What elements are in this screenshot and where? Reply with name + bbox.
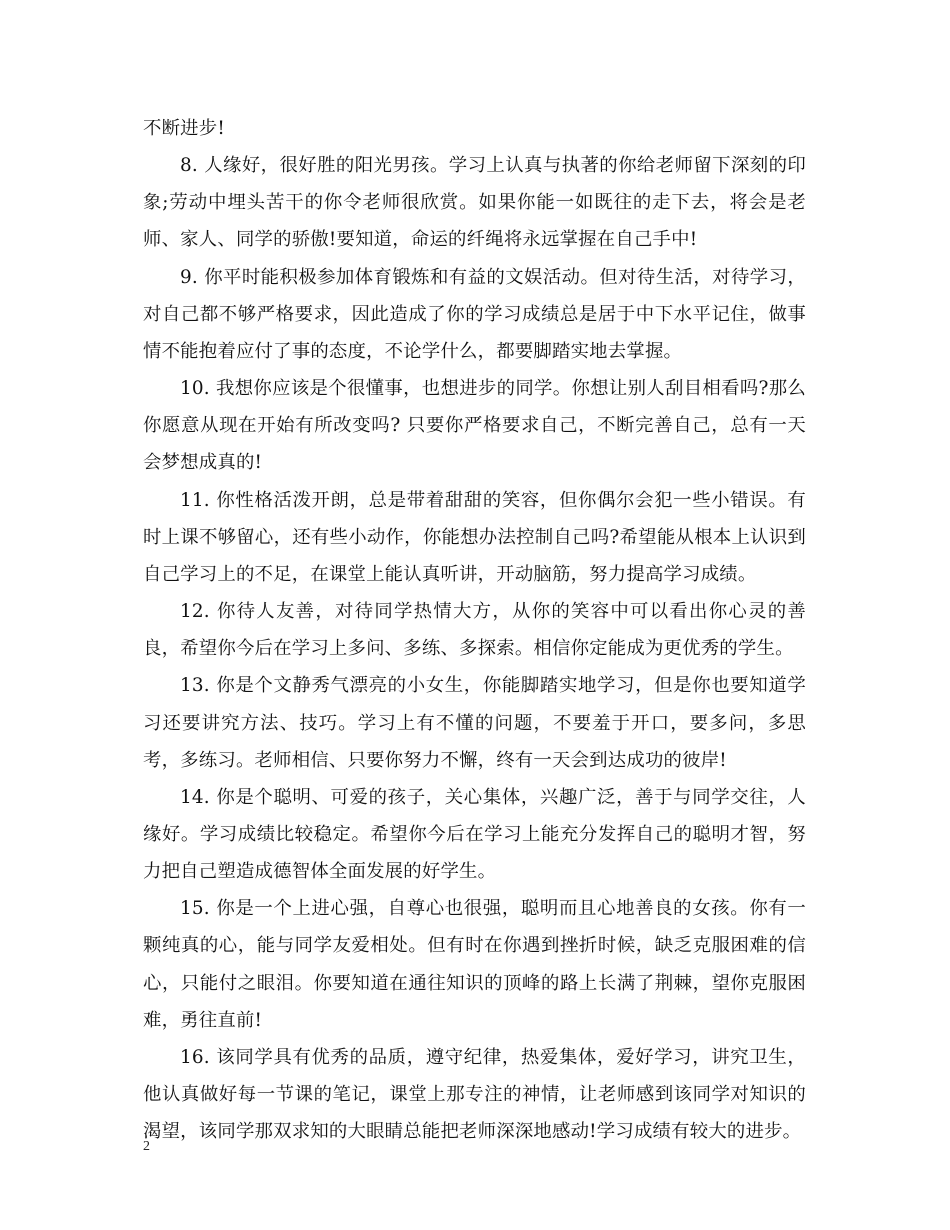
- paragraph-comment-11: 11. 你性格活泼开朗，总是带着甜甜的笑容，但你偶尔会犯一些小错误。有时上课不够留心，还有些小动作，你能想办法控制自己吗?希望能从根本上认识到自己学习上的不足，在课堂上能认真听讲，开动脑筋，努力提高学习成绩。: [143, 489, 806, 585]
- paragraph-comment-14: 14. 你是个聪明、可爱的孩子，关心集体，兴趣广泛，善于与同学交往，人缘好。学习成绩比较稳定。希望你今后在学习上能充分发挥自己的聪明才智，努力把自己塑造成德智体全面发展的好学生。: [143, 786, 806, 883]
- paragraph-comment-12: 12. 你待人友善，对待同学热情大方，从你的笑容中可以看出你心灵的善良，希望你今后在学习上多问、多练、多探索。相信你定能成为更优秀的学生。: [143, 601, 806, 660]
- page-body: [143, 110, 806, 1150]
- paragraph-continuation: 不断进步!: [143, 118, 225, 139]
- paragraph-comment-8: 8. 人缘好，很好胜的阳光男孩。学习上认真与执著的你给老师留下深刻的印象;劳动中埋头苦干的你令老师很欣赏。如果你能一如既往的走下去，将会是老师、家人、同学的骄傲!要知道，命运的纤绳将永远掌握在自己手中!: [143, 155, 806, 251]
- paragraph-comment-13: 13. 你是个文静秀气漂亮的小女生，你能脚踏实地学习，但是你也要知道学习还要讲究方法、技巧。学习上有不懂的问题，不要羞于开口，要多问，多思考，多练习。老师相信、只要你努力不懈，终有一天会到达成功的彼岸!: [143, 675, 806, 771]
- page-number: 2: [143, 1139, 150, 1154]
- paragraph-comment-9: 9. 你平时能积极参加体育锻炼和有益的文娱活动。但对待生活，对待学习，对自己都不够严格要求，因此造成了你的学习成绩总是居于中下水平记住，做事情不能抱着应付了事的态度，不论学什么，都要脚踏实地去掌握。: [143, 266, 806, 362]
- paragraph-comment-16: 16. 该同学具有优秀的品质，遵守纪律，热爱集体，爱好学习，讲究卫生，他认真做好每一节课的笔记，课堂上那专注的神情，让老师感到该同学对知识的渴望，该同学那双求知的大眼睛总能把老师深深地感动!学习成绩有较大的进步。: [143, 1046, 806, 1143]
- paragraph-comment-10: 10. 我想你应该是个很懂事，也想进步的同学。你想让别人刮目相看吗?那么你愿意从现在开始有所改变吗? 只要你严格要求自己，不断完善自己，总有一天会梦想成真的!: [143, 378, 806, 474]
- paragraph-comment-15: 15. 你是一个上进心强，自尊心也很强，聪明而且心地善良的女孩。你有一颗纯真的心，能与同学友爱相处。但有时在你遇到挫折时候，缺乏克服困难的信心，只能付之眼泪。你要知道在通往知识的顶峰的路上长满了荆棘，望你克服困难，勇往直前!: [143, 898, 806, 1031]
